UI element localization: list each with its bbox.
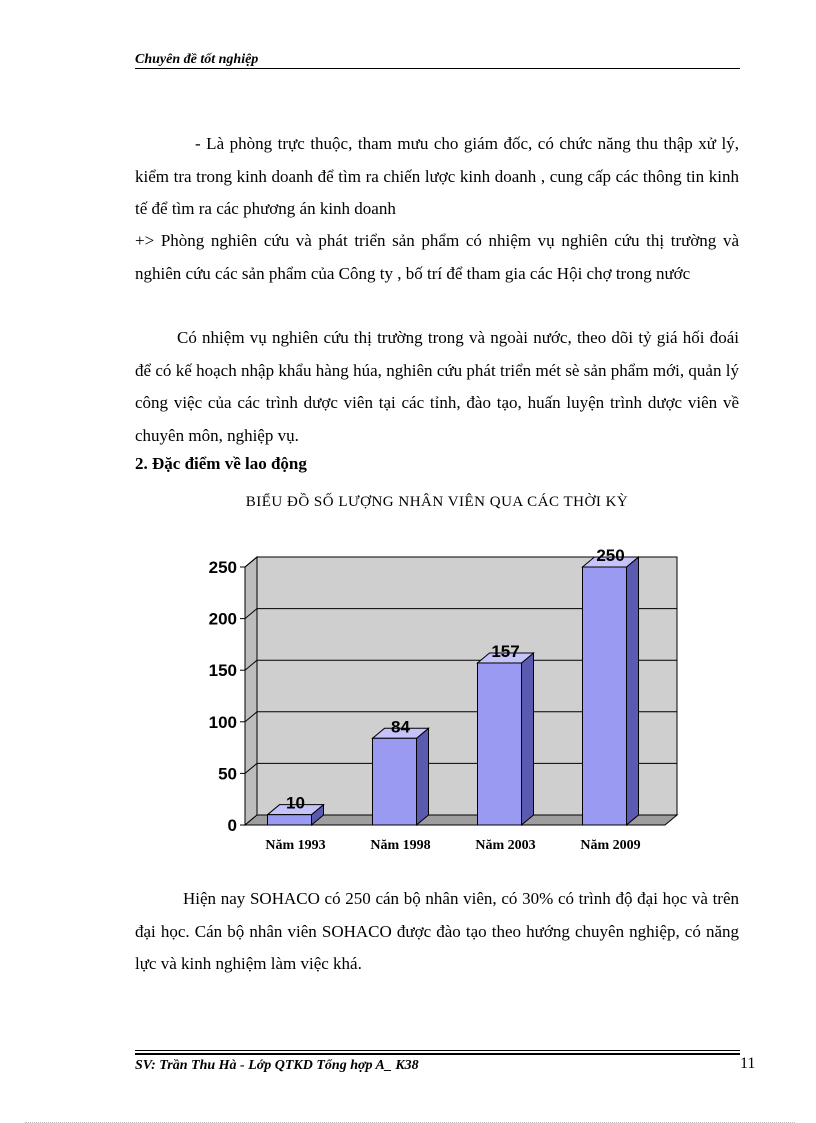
bar [478,663,522,825]
y-tick-label: 200 [208,609,237,629]
y-tick-label: 0 [227,816,237,835]
x-tick-label: Năm 1998 [370,838,431,853]
paragraph-3: Có nhiệm vụ nghiên cứu thị trường trong và ngoài nước, theo dõi tỷ giá hối đoái để có kế hoạch nhập khẩu hàng húa, nghiên cứu phát triển mét sè sản phẩm mới, quản lý công việc của các trình dược viên tại các tỉnh, đào tạo, huấn luyện trình dược viên về chuyên môn, nghiệp vụ. [135,328,739,445]
paragraph-4: Hiện nay SOHACO có 250 cán bộ nhân viên, có 30% có trình độ đại học và trên đại học. Cán bộ nhân viên SOHACO được đào tạo theo hướng chuyên nghiệp, có năng lực và kinh nghiệm làm việc khá. [135,889,739,973]
bar [583,567,627,825]
y-tick-label: 150 [208,661,237,681]
header-title: Chuyên đề tốt nghiệp [135,52,259,67]
bar-chart [205,540,705,860]
paragraph-2: +> Phòng nghiên cứu và phát triển sản phẩm có nhiệm vụ nghiên cứu thị trường và nghiên cứu các sản phẩm của Công ty , bố trí để tham gia các Hội chợ trong nước [135,231,739,283]
bar-side [522,653,534,825]
y-tick-label: 100 [208,712,237,732]
bar-side [627,557,639,825]
footer-student: SV: Trần Thu Hà - Lớp QTKD Tổng hợp A_ K38 [135,1058,419,1073]
page-number: 11 [740,1055,756,1072]
paragraph-1: - Là phòng trực thuộc, tham mưu cho giám đốc, có chức năng thu thập xử lý, kiểm tra trong kinh doanh để tìm ra chiến lược kinh doanh , cung cấp các thông tin kinh tế để tìm ra các phương án kinh doanh [135,134,739,218]
data-label: 84 [391,717,410,737]
page-footer [135,1050,740,1073]
bar [268,815,312,825]
x-tick-label: Năm 2009 [580,838,641,853]
chart-side-wall [245,557,257,825]
page-header [135,50,740,69]
y-tick-label: 50 [218,764,237,784]
chart-title: BIỂU ĐỒ SỐ LƯỢNG NHÂN VIÊN QUA CÁC THỜI KỲ [245,494,629,510]
x-tick-label: Năm 1993 [265,838,326,853]
bar-side [417,728,429,825]
data-label: 10 [286,793,305,813]
bar [373,738,417,825]
y-tick-label: 250 [208,558,237,577]
data-label: 250 [596,546,625,565]
section-heading: 2. Đặc điểm về lao động [135,454,307,473]
x-tick-label: Năm 2003 [475,838,536,853]
data-label: 157 [491,641,520,661]
